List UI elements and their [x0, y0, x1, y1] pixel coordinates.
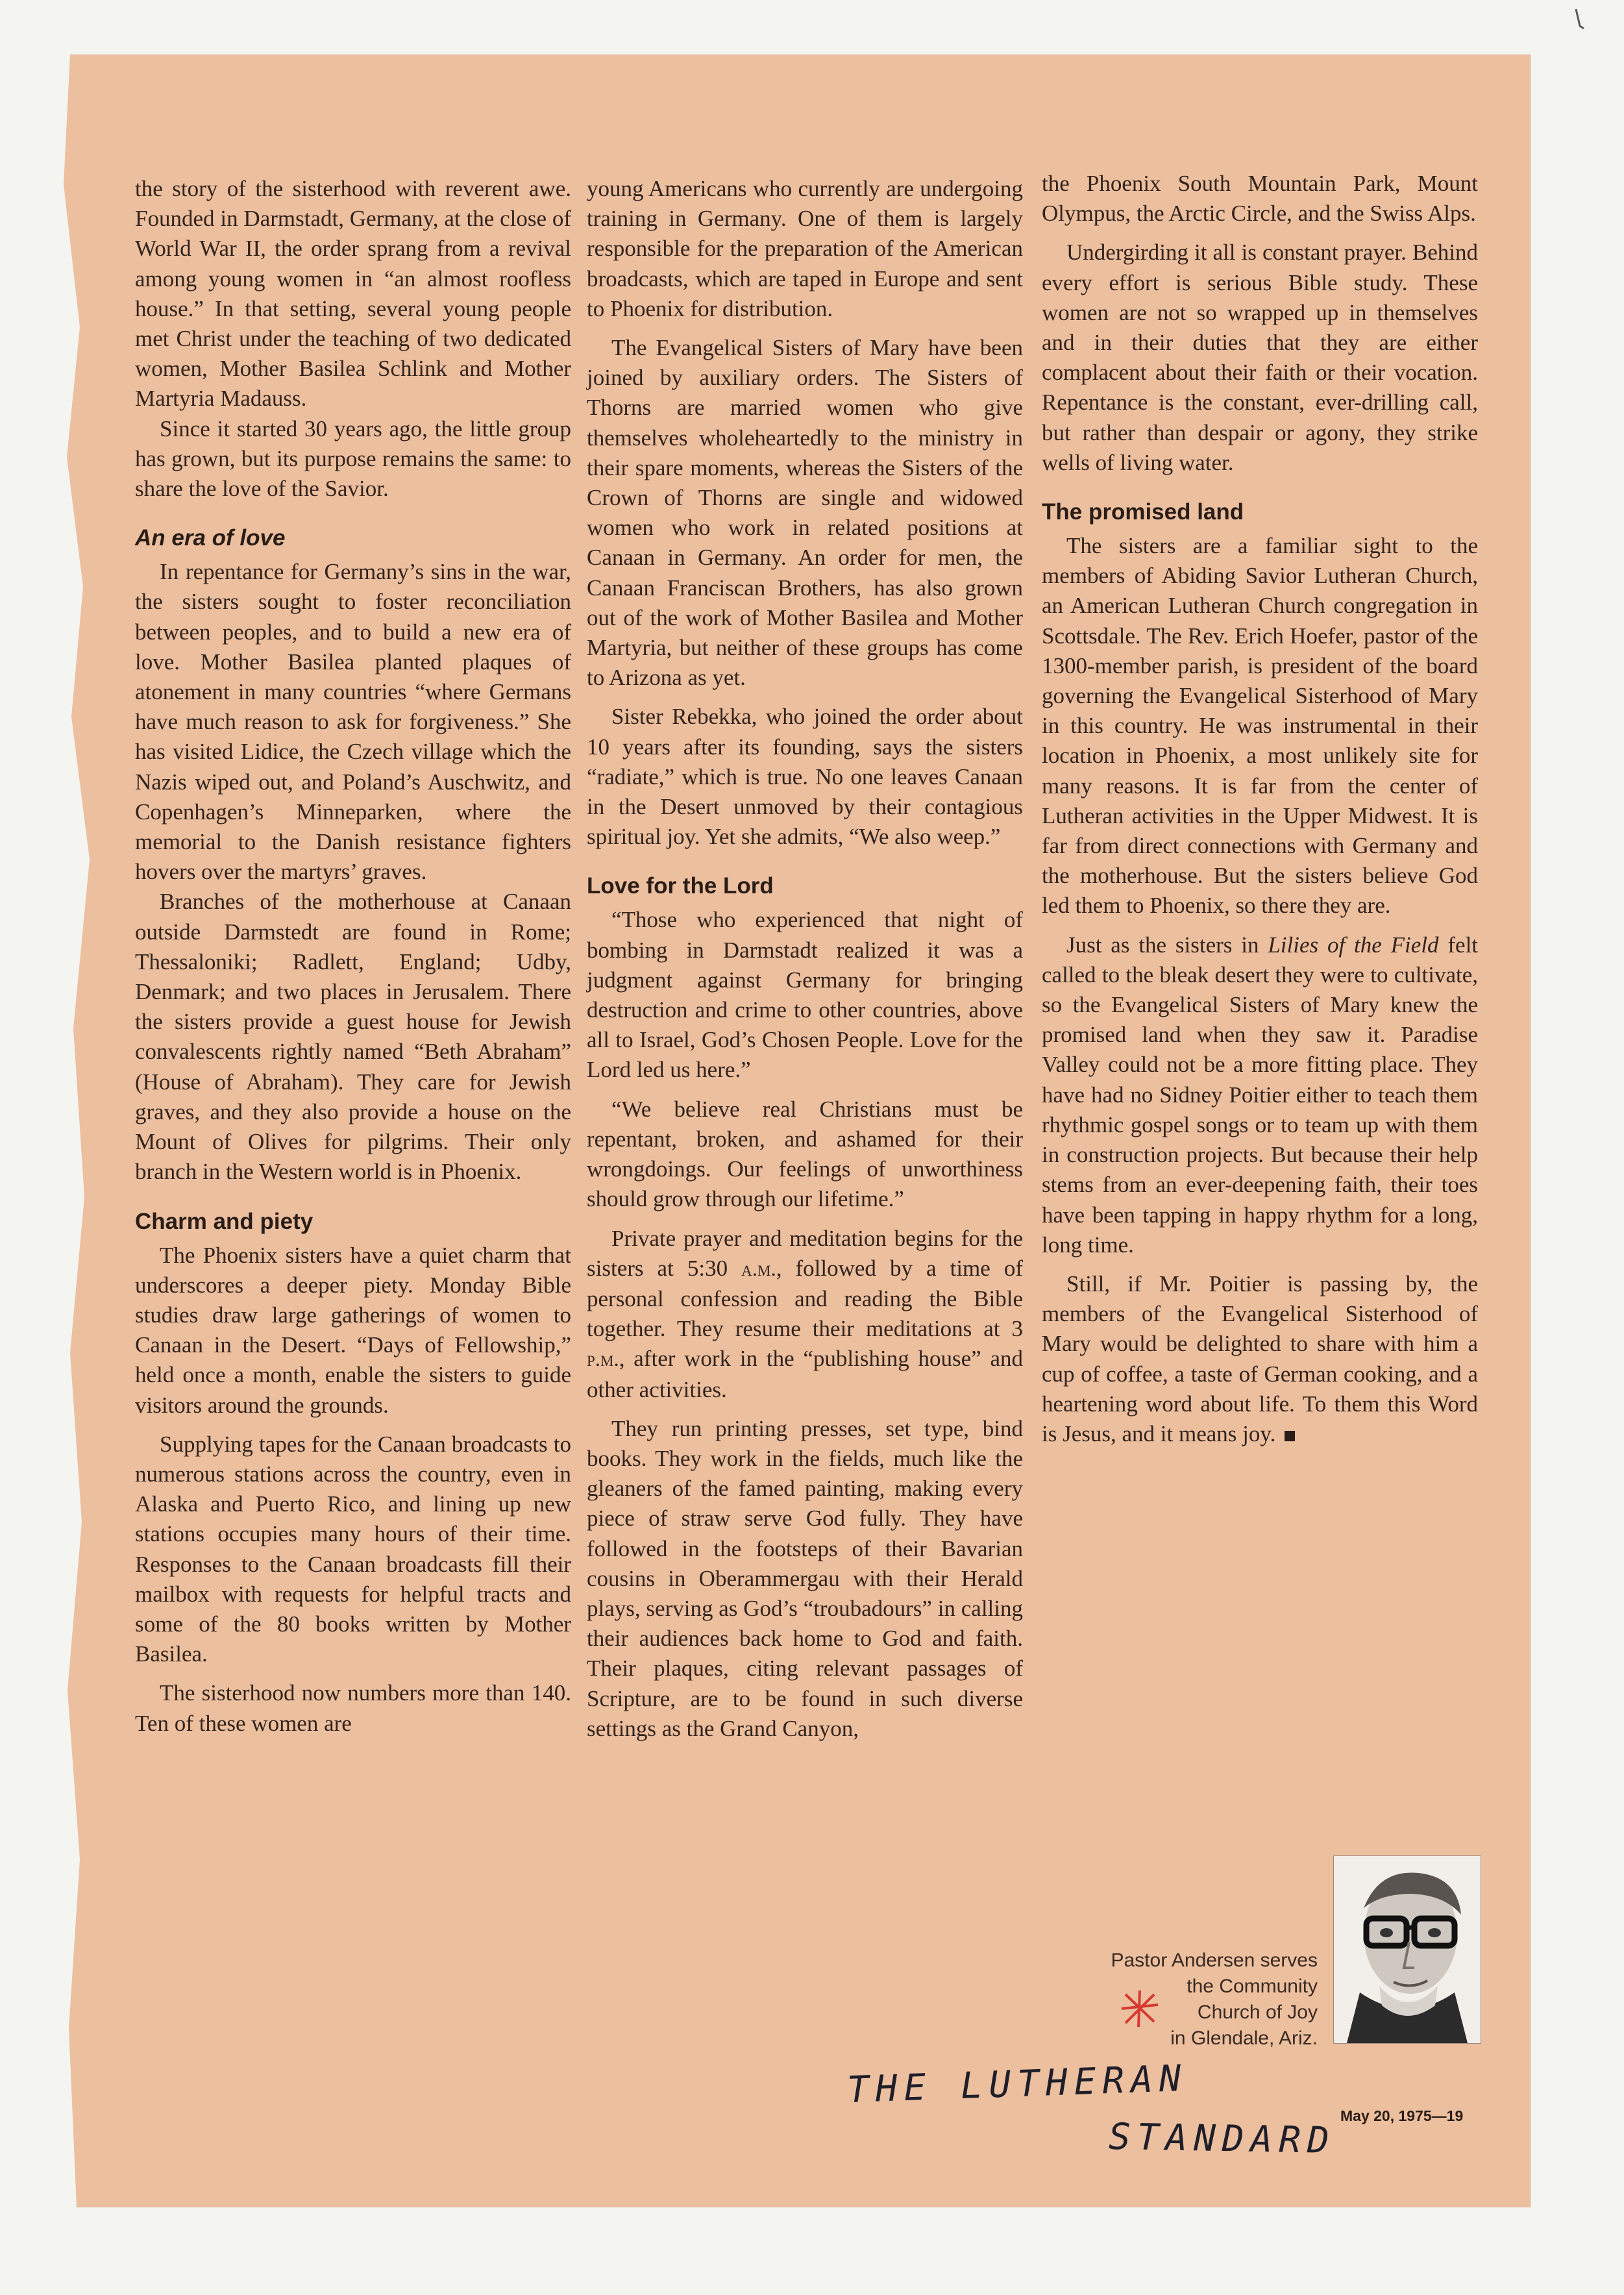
paragraph	[1042, 1269, 1478, 1449]
column-2	[587, 174, 1023, 1744]
caption-line: Church of Joy	[1197, 2002, 1318, 2023]
paragraph	[1042, 930, 1478, 1260]
paragraph: the story of the sisterhood with reverent awe. Founded in Darmstadt, Germany, at the close of World War II, the order sprang from a revival among young women in “an almost roofless house.” In that setting, several young people met Christ under the teaching of two dedicated women, Mother Basilea Schlink and Mother Martyria Madauss.	[135, 176, 571, 412]
paragraph: Sister Rebekka, who joined the order about 10 years after its founding, says the sisters “radiate,” which is true. No one leaves Canaan in the Desert unmoved by their contagious spiritual joy. Yet she admits, “We also weep.”	[587, 704, 1023, 850]
text-run: felt called to the bleak desert they were to cultivate, so the Evangelical Sisters of Mary knew the promised land when they saw it. Paradise Valley could not be a more fitting place. They have had no Sidney Poitier either to teach them rhythmic gospel songs or to team up with them in construction projects. But because their help stems from an ever-deepening faith, their toes have been tapping in happy rhythm for a long, long time.	[1042, 932, 1479, 1258]
column-1	[135, 174, 571, 1739]
staple-mark	[1571, 6, 1590, 32]
paragraph: young Americans who currently are undergoing training in Germany. One of them is largely responsible for the preparation of the American broadcasts, which are taped in Europe and sent to Phoenix for distribution.	[587, 176, 1023, 321]
caption-line: Pastor Andersen serves	[1111, 1950, 1318, 1971]
portrait-illustration	[1334, 1856, 1481, 2043]
column-3	[1042, 169, 1478, 1449]
text-run: Still, if Mr. Poitier is passing by, the members of the Evangelical Sisterhood of Mary would be delighted to share with him a cup of coffee, a taste of German cooking, and a heartening word about life. To them this Word is Jesus, and it means joy.	[1042, 1271, 1478, 1446]
paragraph: Supplying tapes for the Canaan broadcasts to numerous stations across the country, even in Alaska and Puerto Rico, and lining up new stations occupies many hours of their time. Responses to the Canaan broadcasts fill their mailbox with requests for helpful tracts and some of the 80 books written by Mother Basilea.	[135, 1431, 571, 1667]
paragraph: The Phoenix sisters have a quiet charm that underscores a deeper piety. Monday Bible studies draw large gatherings of women to Canaan in the Desert. “Days of Fellowship,” held once a month, enable the sisters to guide visitors around the grounds.	[135, 1242, 571, 1418]
text-run: , after work in the “publishing house” and other activities.	[587, 1346, 1023, 1402]
paragraph: “Those who experienced that night of bombing in Darmstadt realized it was a judgment against Germany for bringing destruction and crime to other countries, above all to Israel, God’s Chosen People. Love for the Lord led us here.”	[587, 907, 1023, 1083]
paragraph: The Evangelical Sisters of Mary have been joined by auxiliary orders. The Sisters of Thorns are married women who give themselves wholeheartedly to the ministry in their spare moments, whereas the Sisters of the Crown of Thorns are single and widowed women who work in related positions at Canaan in Germany. An order for men, the Canaan Franciscan Brothers, has also grown out of the work of Mother Basilea and Mother Martyria, but neither of these groups has come to Arizona as yet.	[587, 335, 1023, 691]
film-title: Lilies of the Field	[1268, 932, 1439, 958]
paragraph: The sisterhood now numbers more than 140. Ten of these women are	[135, 1680, 571, 1736]
paragraph: Undergirding it all is constant prayer. Behind every effort is serious Bible study. These women are not so wrapped up in themselves and in their duties that they are either complacent about their faith or their vocation. Repentance is the constant, ever-drilling call, but rather than despair or agony, they strike wells of living water.	[1042, 240, 1478, 475]
caption-line: the Community	[1187, 1976, 1318, 1997]
paragraph: the Phoenix South Mountain Park, Mount Olympus, the Arctic Circle, and the Swiss Alps.	[1042, 171, 1478, 227]
section-heading: Love for the Lord	[587, 873, 774, 899]
paragraph: Since it started 30 years ago, the little group has grown, but its purpose remains the same: to share the love of the Savior.	[135, 416, 571, 502]
page-folio: May 20, 1975—19	[1340, 2107, 1464, 2124]
time-abbr: a.m.	[741, 1257, 776, 1281]
section-heading: An era of love	[135, 525, 286, 551]
paragraph: Branches of the motherhouse at Canaan outside Darmstedt are found in Rome; Thessaloniki; Radlett, England; Udby, Denmark; and two places in Jerusalem. There the sisters provide a guest house for Jewish convalescents rightly named “Beth Abraham” (House of Abraham). They care for Jewish graves, and they also provide a house on the Mount of Olives for pilgrims. Their only branch in the Western world is in Phoenix.	[135, 889, 571, 1185]
time-abbr: p.m.	[587, 1348, 619, 1372]
author-portrait	[1333, 1855, 1481, 2044]
text-run: Private prayer and meditation begins for the sisters at 5:30	[587, 1225, 1023, 1281]
paragraph: In repentance for Germany’s sins in the war, the sisters sought to foster reconciliation between peoples, and to build a new era of love. Mother Basilea planted plaques of atonement in many countries “where Germans have much reason to ask for forgiveness.” She has visited Lidice, the Czech village which the Nazis wiped out, and Poland’s Auschwitz, and Copenhagen’s Minneparken, where the memorial to the Danish resistance fighters hovers over the martyrs’ graves.	[135, 559, 571, 885]
portrait-caption	[1071, 1948, 1318, 2052]
text-run: , followed by a time of personal confession and reading the Bible together. They resume their meditations at 3	[587, 1255, 1024, 1342]
handwritten-note-line-1: THE LUTHERAN	[846, 2057, 1188, 2112]
paragraph: They run printing presses, set type, bind books. They work in the fields, much like the gleaners of the famed painting, making every piece of straw serve God fully. They have followed in the footsteps of their Bavarian cousins in Oberammergau with their Herald plays, serving as God’s “troubadours” in calling their audiences back home to God and faith. Their plaques, citing relevant passages of Scripture, are to be found in such diverse settings as the Grand Canyon,	[587, 1415, 1023, 1741]
end-mark-icon	[1285, 1431, 1295, 1441]
text-run: Just as the sisters in	[1066, 932, 1268, 958]
red-asterisk-mark-icon	[1116, 1985, 1162, 2031]
handwritten-note-line-2: STANDARD	[1108, 2115, 1336, 2163]
paragraph	[587, 1224, 1023, 1405]
section-heading: The promised land	[1042, 499, 1244, 525]
section-heading: Charm and piety	[135, 1208, 314, 1234]
paragraph: The sisters are a familiar sight to the members of Abiding Savior Lutheran Church, an American Lutheran Church congregation in Scottsdale. The Rev. Erich Hoefer, pastor of the 1300-member parish, is president of the board governing the Evangelical Sisterhood of Mary in this country. He was instrumental in their location in Phoenix, a most unlikely site for many reasons. It is far from the center of Lutheran activities in the Upper Midwest. It is far from direct connections with Germany and the motherhouse. But the sisters believe God led them to Phoenix, so there they are.	[1042, 533, 1478, 919]
paragraph: “We believe real Christians must be repentant, broken, and ashamed for their wrongdoings. Our feelings of unworthiness should grow through our lifetime.”	[587, 1096, 1023, 1212]
caption-line: in Glendale, Ariz.	[1170, 2028, 1318, 2049]
